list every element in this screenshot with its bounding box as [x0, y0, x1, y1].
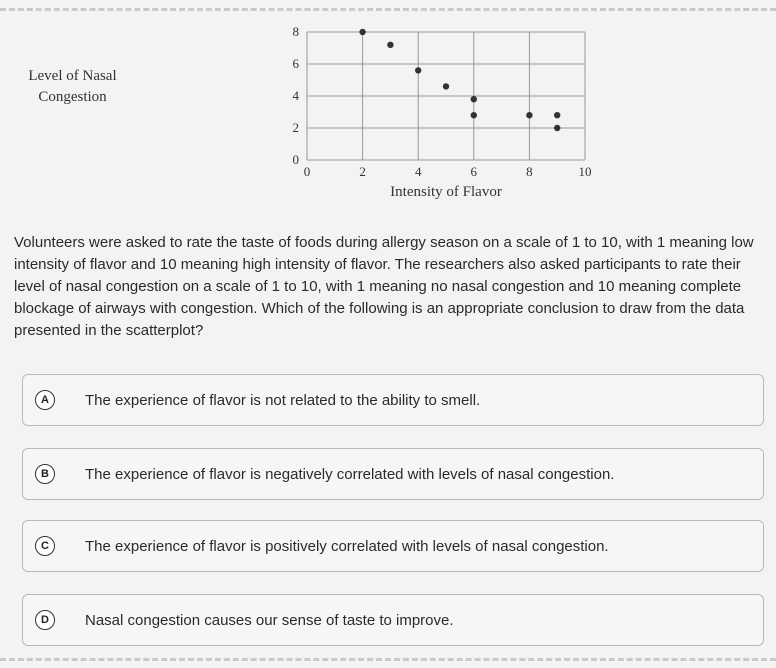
- data-point: [554, 125, 560, 131]
- y-tick-label: 8: [292, 24, 299, 39]
- chart-ylabel: [10, 66, 135, 108]
- chart-ylabel-line-1: Level of Nasal: [28, 68, 117, 84]
- chart-ylabel-line-2: Congestion: [38, 89, 107, 105]
- x-tick-label: 8: [526, 164, 533, 179]
- option-c-text: The experience of flavor is positively correlated with levels of nasal congestion.: [85, 537, 609, 555]
- x-tick-label: 2: [359, 164, 366, 179]
- option-a-text: The experience of flavor is not related to the ability to smell.: [85, 391, 481, 409]
- option-c[interactable]: [22, 520, 764, 572]
- data-point: [471, 96, 477, 102]
- data-point: [387, 42, 393, 48]
- option-b-text: The experience of flavor is negatively correlated with levels of nasal congestion.: [85, 465, 615, 483]
- chart-xlabel: Intensity of Flavor: [390, 184, 502, 200]
- scatterplot: [150, 14, 620, 214]
- option-c-letter: C: [35, 536, 55, 556]
- data-point: [359, 29, 365, 35]
- option-d-letter: D: [35, 610, 55, 630]
- y-tick-label: 6: [292, 56, 299, 71]
- bottom-divider: [0, 658, 776, 661]
- x-tick-label: 0: [303, 164, 311, 179]
- scatterplot-svg: [150, 14, 620, 214]
- data-point: [526, 112, 532, 118]
- question-text: Volunteers were asked to rate the taste of foods during allergy season on a scale of 1 to 10, with 1 meaning low intensity of flavor and 10 meaning high intensity of flavor. The researchers also asked participants to rate their level of nasal congestion on a scale of 1 to 10, with 1 meaning no nasal congestion and 10 meaning complete blockage of airways with congestion. Which of the following is an appropriate conclusion to draw from the data presented in the scatterplot?: [14, 234, 754, 339]
- option-b-letter: B: [35, 464, 55, 484]
- data-point: [471, 112, 477, 118]
- option-a-letter: A: [35, 390, 55, 410]
- y-tick-label: 2: [292, 120, 299, 135]
- x-tick-label: 4: [414, 164, 422, 179]
- x-tick-label: 6: [470, 164, 478, 179]
- y-tick-label: 0: [292, 152, 299, 167]
- data-point: [415, 67, 421, 73]
- x-tick-label: 10: [578, 164, 592, 179]
- option-d-text: Nasal congestion causes our sense of taste to improve.: [85, 611, 454, 629]
- y-tick-label: 4: [292, 88, 299, 103]
- data-point: [443, 83, 449, 89]
- top-divider: [0, 8, 776, 11]
- option-a[interactable]: [22, 374, 764, 426]
- option-b[interactable]: [22, 448, 764, 500]
- data-point: [554, 112, 560, 118]
- option-d[interactable]: [22, 594, 764, 646]
